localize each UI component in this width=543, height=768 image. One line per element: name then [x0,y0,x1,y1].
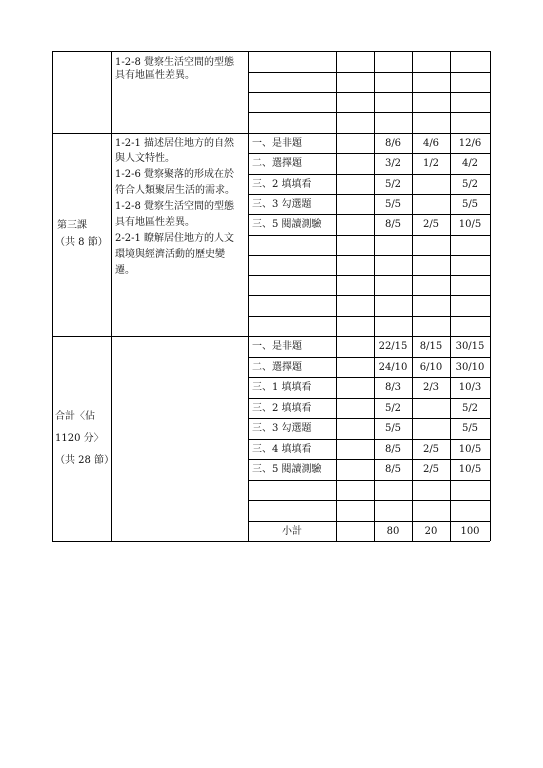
row-line [248,295,490,296]
score-b: 8/15 [419,341,443,352]
row-line [248,418,490,419]
score-a: 5/5 [384,423,402,434]
item-label: 一、是非題 [252,341,302,352]
score-b: 1/2 [422,158,440,169]
objective-line: 與人文特性。 [115,153,175,164]
score-total: 10/3 [458,382,482,393]
score-b: 2/5 [422,219,440,230]
item-label: 二、選擇題 [252,158,302,169]
objective-line: 1-2-6 覺察聚落的形成在於 [115,169,235,180]
section-divider-1 [52,133,490,134]
score-a: 8/5 [384,219,402,230]
subtotal-b: 20 [424,526,438,537]
table-border-top [52,51,490,52]
row-line [248,153,490,154]
score-a: 8/5 [384,444,402,455]
score-b: 2/5 [422,464,440,475]
row-line [248,316,490,317]
row-line [248,459,490,460]
lesson-title: 第三課 [57,220,87,231]
item-label: 三、4 填填看 [252,444,312,455]
item-label: 三、3 勾選題 [252,423,312,434]
summary-title: 合計〈佔 [55,411,95,422]
row-line [248,521,490,522]
objective-line: 2-2-1 瞭解居住地方的人文 [115,233,235,244]
row-line [248,357,490,358]
score-total: 4/2 [461,158,479,169]
lesson-periods: （共 8 節） [55,237,108,248]
objective-line: 1-2-1 描述居住地方的自然 [115,138,235,149]
summary-points: 1120 分〉 [55,433,104,444]
row-line [248,194,490,195]
score-total: 10/5 [458,444,482,455]
row-line [248,174,490,175]
subtotal-total: 100 [460,526,480,537]
score-total: 5/2 [461,403,479,414]
row-line [248,214,490,215]
score-total: 5/5 [461,423,479,434]
objective-line: 符合人類聚居生活的需求。 [115,185,235,196]
score-total: 30/15 [455,341,485,352]
score-b: 2/3 [422,382,440,393]
row-line [248,500,490,501]
score-a: 5/2 [384,179,402,190]
row-line [248,92,490,93]
score-total: 10/5 [458,464,482,475]
table-border-col3 [248,51,249,541]
score-a: 8/6 [384,138,402,149]
score-a: 8/5 [384,464,402,475]
row-line [248,112,490,113]
summary-periods: （共 28 節） [55,455,115,466]
table-border-col2 [111,51,112,541]
row-line [248,72,490,73]
table-border-left [52,51,53,541]
score-total: 12/6 [458,138,482,149]
item-label: 三、2 填填看 [252,403,312,414]
table-border-bottom [52,541,490,542]
score-a: 5/2 [384,403,402,414]
row-line [248,255,490,256]
row-line [248,235,490,236]
table-border-col4 [336,51,337,541]
row-line [248,377,490,378]
score-a: 5/5 [384,199,402,210]
score-a: 8/3 [384,382,402,393]
item-label: 二、選擇題 [252,362,302,373]
item-label: 三、2 填填看 [252,179,312,190]
score-a: 24/10 [378,362,408,373]
item-label: 三、5 閱讀測驗 [252,464,322,475]
item-label: 三、5 閱讀測驗 [252,219,322,230]
score-b: 6/10 [419,362,443,373]
objective-line: 1-2-8 覺察生活空間的型態 [115,57,235,68]
score-b: 4/6 [422,138,440,149]
objective-line: 遷。 [115,265,135,276]
objective-line: 環境與經濟活動的歷史變 [115,249,225,260]
score-a: 22/15 [378,341,408,352]
row-line [248,398,490,399]
row-line [248,275,490,276]
subtotal-a: 80 [386,526,400,537]
score-b: 2/5 [422,444,440,455]
item-label: 三、3 勾選題 [252,199,312,210]
section-divider-2 [52,336,490,337]
subtotal-label: 小計 [282,526,302,537]
item-label: 三、1 填填看 [252,382,312,393]
objective-line: 具有地區性差異。 [115,70,195,81]
row-line [248,439,490,440]
score-total: 10/5 [458,219,482,230]
score-a: 3/2 [384,158,402,169]
score-total: 30/10 [455,362,485,373]
score-total: 5/2 [461,179,479,190]
item-label: 一、是非題 [252,138,302,149]
objective-line: 1-2-8 覺察生活空間的型態 [115,201,235,212]
row-line [248,480,490,481]
objective-line: 具有地區性差異。 [115,217,195,228]
score-total: 5/5 [461,199,479,210]
table-border-right [490,51,491,541]
